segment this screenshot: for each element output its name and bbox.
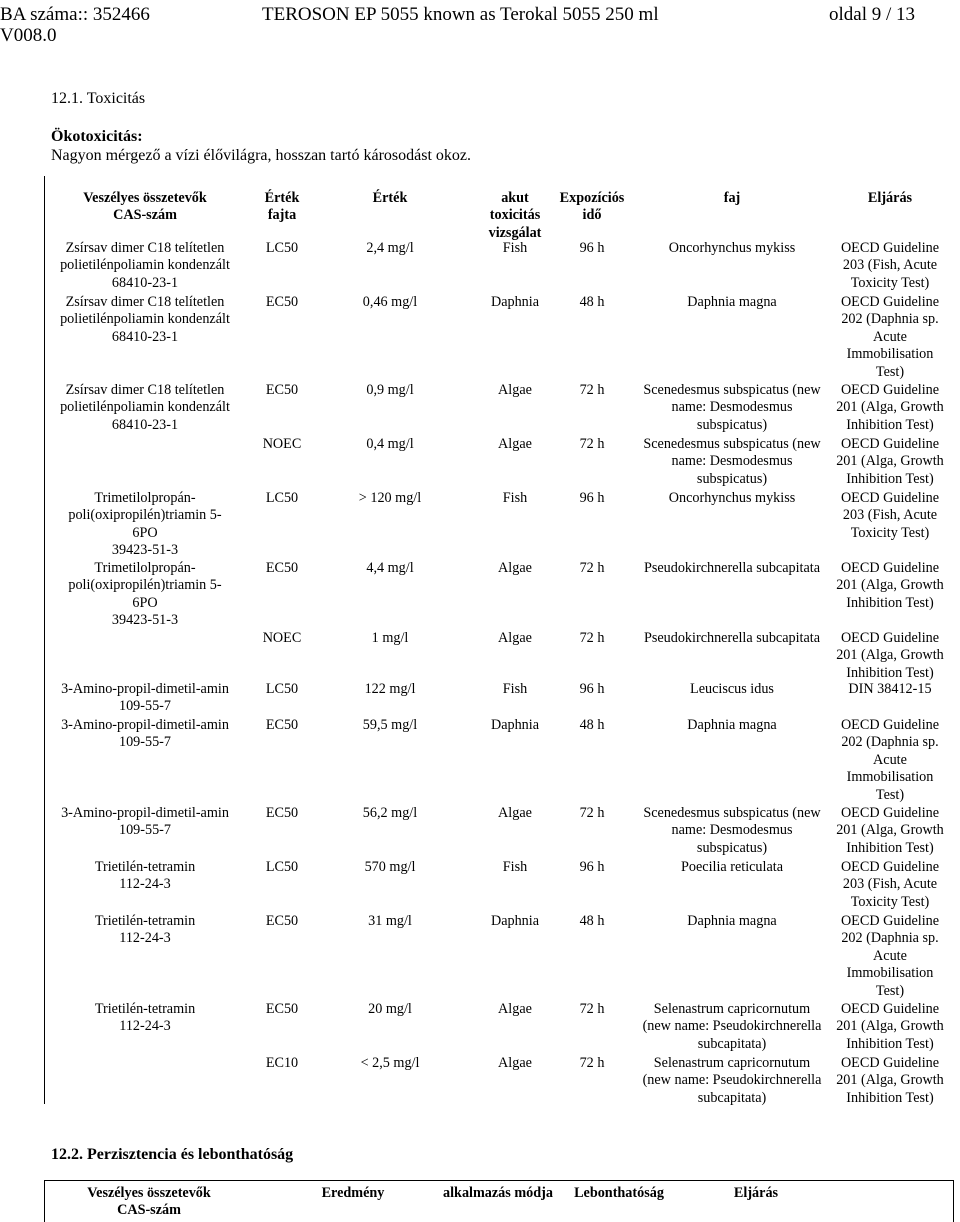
table-cell-species [628, 240, 836, 257]
persistence-header-result [293, 1185, 413, 1202]
table-header-line: Érték [372, 190, 408, 206]
table-cell-line: 96 h [579, 859, 605, 875]
product-title: TEROSON EP 5055 known as Terokal 5055 250 ml [262, 4, 659, 25]
table-cell-line: Trietilén-tetramin [94, 913, 196, 929]
table-cell-line: Daphnia [490, 717, 540, 733]
table-cell-value-type [258, 859, 306, 876]
table-cell-exposure-time [547, 717, 637, 734]
table-cell-line: 201 (Alga, Growth [836, 822, 944, 839]
table-cell-line: Oncorhynchus mykiss [668, 490, 796, 506]
table-cell-line: Toxicity Test) [850, 524, 930, 541]
table-cell-line: 96 h [579, 681, 605, 697]
table-cell-line: Inhibition Test) [846, 594, 934, 611]
table-cell-species [628, 681, 836, 698]
table-cell-line: 203 (Fish, Acute [842, 876, 938, 893]
table-cell-method [829, 805, 951, 857]
table-cell-line: Poecilia reticulata [680, 859, 784, 875]
table-cell-value-type [258, 294, 306, 311]
table-cell-method [829, 859, 951, 911]
table-cell-species [628, 630, 836, 647]
table-cell-component [45, 560, 245, 630]
table-cell-line: OECD Guideline [840, 1055, 940, 1071]
table-cell-line: EC50 [265, 294, 299, 310]
table-cell-method [829, 294, 951, 381]
table-cell-value-type [258, 717, 306, 734]
table-cell-line: Zsírsav dimer C18 telítetlen [65, 240, 225, 256]
table-cell-value [335, 859, 445, 876]
table-cell-line: Daphnia [490, 913, 540, 929]
table-header-line: faj [723, 190, 741, 206]
table-cell-line: Daphnia [490, 294, 540, 310]
table-cell-line: Inhibition Test) [846, 839, 934, 856]
table-cell-line: Test) [875, 363, 905, 380]
table-cell-value [335, 913, 445, 930]
table-cell-exposure-time [547, 560, 637, 577]
table-cell-line: 72 h [579, 1001, 605, 1017]
table-cell-line: 72 h [579, 805, 605, 821]
table-cell-method [829, 560, 951, 612]
table-cell-line: Inhibition Test) [846, 470, 934, 487]
table-cell-line: Zsírsav dimer C18 telítetlen [65, 382, 225, 398]
table-cell-line: 202 (Daphnia sp. [841, 734, 939, 751]
table-cell-exposure-time [547, 382, 637, 399]
table-cell-line: > 120 mg/l [358, 490, 422, 506]
table-cell-line: subcapitata) [697, 1089, 767, 1106]
table-header-method [829, 190, 951, 207]
table-cell-value [335, 681, 445, 698]
table-cell-line: 1 mg/l [371, 630, 409, 646]
persistence-header-line: Veszélyes összetevők [87, 1185, 211, 1201]
table-cell-line: Algae [498, 630, 532, 646]
table-cell-method [829, 1055, 951, 1107]
table-header-line: vizsgálat [488, 224, 542, 241]
table-cell-value [335, 717, 445, 734]
table-cell-line: Oncorhynchus mykiss [668, 240, 796, 256]
table-cell-method [829, 240, 951, 292]
document-number: BA száma:: 352466 [0, 4, 150, 25]
table-cell-method [829, 717, 951, 804]
table-cell-line: 56,2 mg/l [362, 805, 418, 821]
table-cell-exposure-time [547, 436, 637, 453]
table-cell-species [628, 1055, 836, 1107]
table-cell-line: poli(oxipropilén)triamin 5- [68, 577, 222, 594]
table-cell-exposure-time [547, 1055, 637, 1072]
table-cell-line: Acute [873, 751, 907, 768]
table-cell-line: Immobilisation [846, 965, 934, 982]
table-cell-line: (new name: Pseudokirchnerella [642, 1072, 822, 1089]
table-cell-exposure-time [547, 1001, 637, 1018]
table-cell-component [45, 681, 245, 716]
table-header-line: Veszélyes összetevők [83, 190, 207, 206]
table-cell-value [335, 294, 445, 311]
table-cell-line: 201 (Alga, Growth [836, 647, 944, 664]
table-cell-line: Daphnia magna [687, 913, 777, 929]
table-cell-line: 72 h [579, 1055, 605, 1071]
table-cell-line: 72 h [579, 560, 605, 576]
table-cell-line: 112-24-3 [119, 1018, 171, 1035]
table-cell-value-type [258, 240, 306, 257]
table-header-line: akut [501, 190, 529, 206]
table-cell-line: subcapitata) [697, 1035, 767, 1052]
table-cell-value-type [258, 913, 306, 930]
table-cell-line: Trimetilolpropán- [94, 560, 196, 576]
table-cell-line: Immobilisation [846, 769, 934, 786]
table-cell-line: OECD Guideline [840, 294, 940, 310]
table-header-component [45, 190, 245, 225]
persistence-table [44, 1180, 954, 1222]
table-cell-line: 2,4 mg/l [366, 240, 414, 256]
table-cell-exposure-time [547, 630, 637, 647]
table-cell-line: subspicatus) [696, 416, 768, 433]
table-cell-line: Algae [498, 805, 532, 821]
table-cell-line: LC50 [265, 859, 299, 875]
table-cell-value-type [258, 681, 306, 698]
persistence-header-line: alkalmazás módja [443, 1185, 553, 1201]
table-cell-component [45, 240, 245, 292]
table-cell-value-type [258, 490, 306, 507]
table-cell-method [829, 1001, 951, 1053]
table-cell-line: OECD Guideline [840, 490, 940, 506]
table-cell-exposure-time [547, 859, 637, 876]
table-cell-line: 39423-51-3 [111, 612, 179, 629]
table-cell-line: Toxicity Test) [850, 893, 930, 910]
table-cell-line: OECD Guideline [840, 436, 940, 452]
table-cell-method [829, 681, 951, 698]
table-cell-line: 72 h [579, 436, 605, 452]
table-cell-species [628, 560, 836, 577]
table-cell-line: OECD Guideline [840, 560, 940, 576]
table-cell-line: LC50 [265, 681, 299, 697]
table-cell-line: Algae [498, 1055, 532, 1071]
persistence-header-line: Eljárás [733, 1185, 779, 1201]
table-cell-line: 201 (Alga, Growth [836, 577, 944, 594]
ecotoxicity-text: Nagyon mérgező a vízi élővilágra, hosszan tartó károsodást okoz. [51, 147, 472, 164]
table-cell-line: name: Desmodesmus [671, 822, 793, 839]
table-cell-line: 3-Amino-propil-dimetil-amin [61, 681, 229, 697]
table-header-line: fajta [267, 207, 297, 224]
table-cell-species [628, 382, 836, 434]
table-cell-line: 48 h [579, 294, 605, 310]
table-cell-line: Fish [502, 240, 528, 256]
table-cell-line: Algae [498, 1001, 532, 1017]
table-cell-line: 201 (Alga, Growth [836, 453, 944, 470]
table-cell-line: 0,9 mg/l [366, 382, 414, 398]
table-cell-line: Test) [875, 786, 905, 803]
table-cell-species [628, 1001, 836, 1053]
table-cell-line: 31 mg/l [368, 913, 412, 929]
table-cell-line: 59,5 mg/l [362, 717, 418, 733]
table-header-value-type [258, 190, 306, 225]
table-cell-line: 48 h [579, 913, 605, 929]
persistence-header-component [49, 1185, 249, 1220]
table-cell-line: name: Desmodesmus [671, 453, 793, 470]
table-header-exposure-time [547, 190, 637, 225]
table-cell-species [628, 805, 836, 857]
table-cell-line: 202 (Daphnia sp. [841, 930, 939, 947]
table-cell-line: 112-24-3 [119, 930, 171, 947]
table-cell-line: EC50 [265, 717, 299, 733]
table-cell-species [628, 859, 836, 876]
table-cell-line: Trietilén-tetramin [94, 1001, 196, 1017]
table-header-line: idő [582, 207, 602, 224]
persistence-header-application-method [428, 1185, 568, 1202]
table-cell-exposure-time [547, 913, 637, 930]
table-cell-method [829, 630, 951, 682]
table-cell-line: 4,4 mg/l [366, 560, 414, 576]
table-cell-line: 68410-23-1 [111, 416, 179, 433]
table-cell-line: Acute [873, 947, 907, 964]
table-cell-value-type [258, 1001, 306, 1018]
table-cell-line: 201 (Alga, Growth [836, 1072, 944, 1089]
table-cell-line: EC50 [265, 913, 299, 929]
section-heading-toxicity: 12.1. Toxicitás [51, 90, 146, 107]
section-heading-persistence: 12.2. Perzisztencia és lebonthatóság [51, 1146, 294, 1163]
table-header-line: toxicitás [489, 207, 541, 224]
table-cell-line: DIN 38412-15 [848, 681, 932, 697]
table-cell-value-type [258, 805, 306, 822]
table-cell-species [628, 717, 836, 734]
table-cell-line: 203 (Fish, Acute [842, 257, 938, 274]
table-cell-value [335, 1055, 445, 1072]
table-header-line: Eljárás [867, 190, 913, 206]
table-cell-method [829, 490, 951, 542]
table-cell-line: OECD Guideline [840, 913, 940, 929]
table-cell-line: 72 h [579, 382, 605, 398]
table-cell-component [45, 805, 245, 840]
table-cell-line: 0,46 mg/l [362, 294, 418, 310]
table-cell-line: Zsírsav dimer C18 telítetlen [65, 294, 225, 310]
table-cell-value-type [258, 436, 306, 453]
table-cell-line: Algae [498, 436, 532, 452]
table-header-line: Expozíciós [559, 190, 625, 206]
table-cell-line: EC50 [265, 560, 299, 576]
table-cell-component [45, 1001, 245, 1036]
table-cell-line: Pseudokirchnerella subcapitata [643, 630, 821, 646]
table-cell-line: OECD Guideline [840, 382, 940, 398]
table-cell-value [335, 1001, 445, 1018]
table-cell-line: 3-Amino-propil-dimetil-amin [61, 717, 229, 733]
table-cell-value [335, 630, 445, 647]
table-cell-species [628, 490, 836, 507]
table-cell-line: Fish [502, 859, 528, 875]
table-header-value [335, 190, 445, 207]
document-version: V008.0 [0, 25, 57, 46]
table-cell-line: OECD Guideline [840, 805, 940, 821]
table-cell-line: 201 (Alga, Growth [836, 399, 944, 416]
table-cell-line: Daphnia magna [687, 717, 777, 733]
table-cell-value [335, 805, 445, 822]
table-cell-species [628, 913, 836, 930]
table-cell-line: < 2,5 mg/l [360, 1055, 420, 1071]
page-header [0, 0, 960, 46]
table-cell-line: name: Desmodesmus [671, 399, 793, 416]
table-cell-line: 20 mg/l [368, 1001, 412, 1017]
table-cell-component [45, 717, 245, 752]
table-cell-value [335, 490, 445, 507]
table-cell-line: OECD Guideline [840, 1001, 940, 1017]
table-cell-line: Leuciscus idus [690, 681, 774, 697]
table-cell-value-type [258, 630, 306, 647]
table-cell-line: Trietilén-tetramin [94, 859, 196, 875]
table-cell-line: Daphnia magna [687, 294, 777, 310]
table-cell-line: NOEC [262, 630, 302, 646]
table-cell-line: OECD Guideline [840, 859, 940, 875]
table-cell-line: Inhibition Test) [846, 1035, 934, 1052]
persistence-header-degradability [559, 1185, 679, 1202]
table-cell-component [45, 294, 245, 346]
table-cell-line: 3-Amino-propil-dimetil-amin [61, 805, 229, 821]
table-cell-line: 39423-51-3 [111, 542, 179, 559]
table-cell-line: 6PO [132, 524, 158, 541]
table-cell-line: EC50 [265, 805, 299, 821]
table-cell-line: Algae [498, 560, 532, 576]
table-cell-line: 109-55-7 [118, 822, 171, 839]
table-cell-line: 203 (Fish, Acute [842, 507, 938, 524]
page-number: oldal 9 / 13 [829, 4, 916, 25]
table-cell-method [829, 436, 951, 488]
table-cell-line: 96 h [579, 240, 605, 256]
table-cell-line: Pseudokirchnerella subcapitata [643, 560, 821, 576]
table-cell-line: 201 (Alga, Growth [836, 1018, 944, 1035]
table-cell-component [45, 913, 245, 948]
table-cell-value [335, 382, 445, 399]
table-cell-value-type [258, 1055, 306, 1072]
table-cell-line: EC50 [265, 1001, 299, 1017]
table-cell-line: Test) [875, 982, 905, 999]
table-cell-line: Inhibition Test) [846, 1089, 934, 1106]
table-header-line: CAS-szám [113, 207, 177, 224]
table-header-species [628, 190, 836, 207]
table-cell-line: 68410-23-1 [111, 328, 179, 345]
table-cell-line: OECD Guideline [840, 630, 940, 646]
table-cell-line: Inhibition Test) [846, 416, 934, 433]
table-cell-line: 570 mg/l [364, 859, 416, 875]
table-cell-line: Fish [502, 681, 528, 697]
table-cell-line: Scenedesmus subspicatus (new [643, 805, 821, 821]
table-cell-line: EC50 [265, 382, 299, 398]
table-cell-line: Selenastrum capricornutum [653, 1055, 811, 1071]
table-cell-exposure-time [547, 490, 637, 507]
table-cell-line: 112-24-3 [119, 876, 171, 893]
table-cell-line: poli(oxipropilén)triamin 5- [68, 507, 222, 524]
table-cell-method [829, 913, 951, 1000]
table-cell-line: LC50 [265, 490, 299, 506]
table-cell-line: Acute [873, 328, 907, 345]
table-cell-value-type [258, 382, 306, 399]
ecotoxicity-block [51, 127, 471, 165]
table-cell-component [45, 382, 245, 434]
persistence-header-line: Lebonthatóság [574, 1185, 664, 1201]
table-cell-value [335, 436, 445, 453]
table-cell-line: 202 (Daphnia sp. [841, 311, 939, 328]
ecotoxicity-label: Ökotoxicitás: [51, 128, 143, 145]
table-cell-line: subspicatus) [696, 470, 768, 487]
table-cell-component [45, 859, 245, 894]
table-cell-line: subspicatus) [696, 839, 768, 856]
table-cell-line: 72 h [579, 630, 605, 646]
table-cell-line: Algae [498, 382, 532, 398]
table-cell-line: (new name: Pseudokirchnerella [642, 1018, 822, 1035]
table-cell-species [628, 436, 836, 488]
table-cell-line: NOEC [262, 436, 302, 452]
table-cell-species [628, 294, 836, 311]
table-cell-exposure-time [547, 294, 637, 311]
persistence-header-method [721, 1185, 791, 1202]
table-cell-line: 48 h [579, 717, 605, 733]
table-cell-line: Selenastrum capricornutum [653, 1001, 811, 1017]
table-cell-line: 68410-23-1 [111, 274, 179, 291]
table-cell-line: Inhibition Test) [846, 664, 934, 681]
table-cell-exposure-time [547, 240, 637, 257]
table-cell-line: 122 mg/l [364, 681, 416, 697]
table-cell-line: Immobilisation [846, 346, 934, 363]
table-cell-line: polietilénpoliamin kondenzált [60, 257, 230, 274]
table-cell-exposure-time [547, 805, 637, 822]
table-cell-line: EC10 [265, 1055, 299, 1071]
table-cell-line: polietilénpoliamin kondenzált [60, 399, 230, 416]
table-cell-line: OECD Guideline [840, 717, 940, 733]
table-cell-line: LC50 [265, 240, 299, 256]
table-cell-line: 0,4 mg/l [366, 436, 414, 452]
persistence-header-line: CAS-szám [117, 1202, 181, 1219]
table-cell-line: 109-55-7 [118, 698, 171, 715]
persistence-header-line: Eredmény [321, 1185, 385, 1201]
table-header-line: Érték [264, 190, 300, 206]
table-cell-line: Scenedesmus subspicatus (new [643, 436, 821, 452]
table-cell-line: Toxicity Test) [850, 274, 930, 291]
table-cell-line: polietilénpoliamin kondenzált [60, 311, 230, 328]
table-cell-line: 96 h [579, 490, 605, 506]
table-cell-line: 6PO [132, 594, 158, 611]
table-cell-value [335, 240, 445, 257]
table-cell-line: Fish [502, 490, 528, 506]
table-cell-value-type [258, 560, 306, 577]
table-cell-line: OECD Guideline [840, 240, 940, 256]
table-cell-component [45, 490, 245, 560]
table-cell-exposure-time [547, 681, 637, 698]
table-cell-line: Scenedesmus subspicatus (new [643, 382, 821, 398]
table-cell-line: 109-55-7 [118, 734, 171, 751]
table-cell-line: Trimetilolpropán- [94, 490, 196, 506]
table-cell-value [335, 560, 445, 577]
table-cell-method [829, 382, 951, 434]
